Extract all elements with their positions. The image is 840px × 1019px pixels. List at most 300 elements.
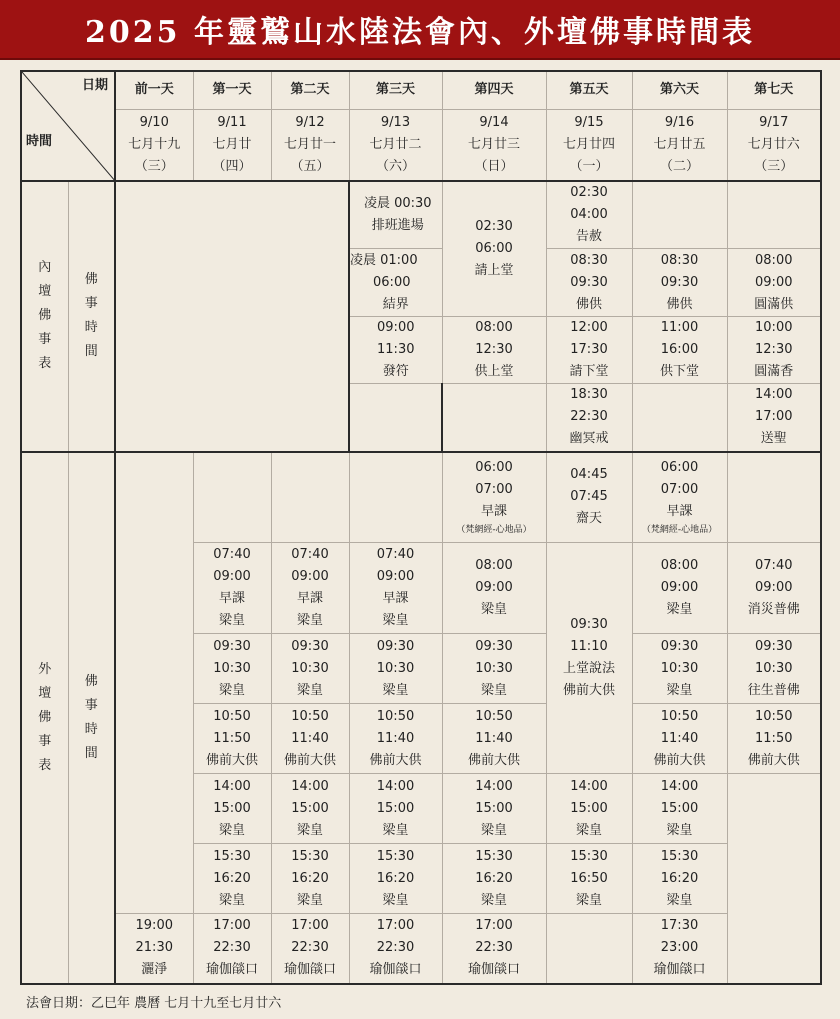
schedule-cell — [442, 452, 546, 543]
entry-line: 08:30 — [660, 252, 699, 268]
entry-line: 15:30 — [376, 848, 415, 864]
day-date: 9/17 — [759, 114, 789, 130]
entry-line: 15:30 — [660, 848, 699, 864]
entry-line: 11:50 — [755, 730, 793, 746]
entry-line: 12:30 — [755, 342, 793, 357]
schedule-cell — [442, 634, 546, 704]
entry-line: 09:30 — [755, 638, 793, 654]
schedule-cell — [546, 914, 632, 984]
entry-line: 16:50 — [570, 870, 608, 886]
schedule-cell — [546, 384, 632, 452]
schedule-cell — [727, 634, 821, 704]
day-weekday: （三） — [754, 158, 794, 174]
schedule-cell — [193, 543, 271, 634]
day-name-0: 前一天 — [115, 71, 193, 109]
entry-line: 佛供 — [666, 296, 693, 312]
entry-line: 早課 — [382, 591, 409, 606]
title-banner — [0, 0, 840, 60]
entry-line: 22:30 — [376, 940, 415, 956]
entry-line: 07:00 — [660, 482, 699, 498]
entry-line: 17:00 — [755, 409, 793, 425]
entry-line: 06:00 — [660, 460, 699, 476]
schedule-cell — [349, 317, 442, 384]
entry-line: 瑜伽燄口 — [369, 962, 422, 978]
entry-line: 早課 — [296, 591, 323, 606]
schedule-cell — [442, 914, 546, 984]
entry-line: 11:40 — [291, 730, 329, 746]
schedule-cell — [193, 844, 271, 914]
schedule-cell — [632, 181, 727, 249]
schedule-cell — [271, 634, 349, 704]
day-weekday: （四） — [212, 158, 252, 174]
entry-line: 17:00 — [213, 918, 251, 934]
entry-line: 09:00 — [475, 580, 513, 595]
entry-line: 08:00 — [475, 320, 513, 335]
day-weekday: （三） — [134, 158, 174, 174]
entry-line: 09:00 — [755, 274, 793, 290]
entry-line: 14:00 — [755, 387, 793, 403]
entry-line: 09:30 — [213, 638, 251, 654]
inner-section-sublabel — [68, 181, 115, 452]
day-name-1: 第一天 — [193, 71, 271, 109]
entry-line: 09:00 — [755, 580, 793, 595]
entry-line: 14:00 — [475, 778, 513, 794]
entry-line: 梁皇 — [296, 822, 323, 838]
entry-line: 06:00 — [373, 274, 411, 290]
entry-line: 15:00 — [213, 800, 251, 816]
entry-line: 22:30 — [213, 940, 251, 956]
entry-line: 09:30 — [291, 638, 329, 654]
schedule-cell — [349, 384, 442, 452]
entry-line: 梁皇 — [575, 892, 602, 908]
schedule-cell — [442, 774, 546, 844]
schedule-cell — [349, 181, 442, 249]
label-char: 壇 — [38, 685, 52, 701]
entry-line: 佛前大供 — [653, 752, 706, 768]
label-char: 壇 — [38, 284, 52, 300]
schedule-cell — [442, 384, 546, 452]
schedule-cell — [632, 704, 727, 774]
schedule-cell — [546, 452, 632, 543]
entry-line: 16:20 — [213, 870, 251, 886]
entry-line: 07:00 — [475, 482, 513, 498]
entry-line: 凌晨 01:00 — [350, 252, 418, 268]
day-lunar: 七月廿 — [212, 136, 252, 152]
outer-section-sublabel — [68, 452, 115, 984]
schedule-cell — [632, 452, 727, 543]
schedule-cell — [632, 914, 727, 984]
entry-line: 凌晨 00:30 — [363, 196, 432, 211]
entry-line: 17:30 — [660, 918, 699, 934]
entry-line: 上堂說法 — [562, 661, 615, 676]
entry-line: 12:30 — [475, 342, 513, 357]
entry-line: 梁皇 — [480, 682, 507, 698]
entry-line: 早課 — [666, 504, 693, 520]
entry-line: 09:00 — [291, 569, 329, 584]
label-char: 間 — [84, 344, 98, 360]
schedule-cell — [349, 634, 442, 704]
entry-line: 15:30 — [213, 848, 251, 864]
schedule-cell — [271, 914, 349, 984]
schedule-cell — [727, 317, 821, 384]
entry-line: 佛前大供 — [283, 752, 336, 768]
label-char: 內 — [38, 260, 52, 276]
entry-line: 梁皇 — [666, 682, 693, 698]
day-date: 9/13 — [380, 114, 411, 130]
entry-line: 15:00 — [376, 800, 415, 816]
entry-line: 09:30 — [376, 638, 415, 654]
entry-line: 15:00 — [570, 800, 608, 816]
day-weekday: （五） — [290, 158, 330, 174]
entry-line: 請上堂 — [474, 263, 514, 278]
day-name-4: 第四天 — [442, 71, 546, 109]
entry-line: 梁皇 — [666, 602, 693, 617]
day-lunar: 七月廿三 — [467, 136, 520, 152]
day-lunar: 七月廿四 — [562, 136, 615, 152]
schedule-cell — [727, 249, 821, 317]
entry-line: 梁皇 — [382, 613, 409, 628]
schedule-cell — [115, 452, 193, 914]
entry-line: 梁皇 — [382, 682, 409, 698]
day-date-cell-2 — [271, 109, 349, 181]
entry-line: 17:00 — [376, 918, 415, 934]
inner-section-label — [21, 181, 68, 452]
outer-section-label — [21, 452, 68, 984]
entry-line: 佛前大供 — [205, 752, 258, 768]
entry-line: 22:30 — [475, 940, 513, 956]
day-date-cell-0 — [115, 109, 193, 181]
entry-line: 18:30 — [570, 387, 608, 403]
schedule-cell — [546, 181, 632, 249]
entry-line: 09:00 — [213, 569, 251, 584]
entry-line: 08:30 — [570, 252, 608, 268]
entry-line: 早課 — [480, 504, 507, 520]
entry-line: 圓滿供 — [754, 296, 794, 312]
entry-line: 梁皇 — [218, 682, 245, 698]
entry-line: 08:00 — [660, 558, 699, 573]
entry-line: 梁皇 — [480, 822, 507, 838]
entry-line: 09:30 — [660, 274, 699, 290]
entry-line: 10:50 — [660, 708, 699, 724]
schedule-cell — [727, 704, 821, 774]
day-name-5: 第五天 — [546, 71, 632, 109]
entry-note: （梵網經-心地品） — [641, 525, 718, 536]
day-name-3: 第三天 — [349, 71, 442, 109]
schedule-cell — [271, 774, 349, 844]
schedule-cell — [271, 844, 349, 914]
entry-line: 15:00 — [660, 800, 699, 816]
schedule-cell — [727, 384, 821, 452]
entry-line: 23:00 — [660, 940, 699, 956]
day-date-cell-7 — [727, 109, 821, 181]
entry-line: 07:40 — [755, 558, 793, 573]
entry-line: 07:45 — [570, 489, 608, 505]
entry-line: 07:40 — [213, 547, 251, 562]
entry-line: 17:00 — [475, 918, 513, 934]
day-date-cell-3 — [349, 109, 442, 181]
entry-line: 11:10 — [570, 639, 608, 654]
entry-line: 早課 — [218, 591, 245, 606]
schedule-cell — [727, 543, 821, 634]
schedule-cell — [632, 774, 727, 844]
entry-line: 07:40 — [291, 547, 329, 562]
label-char: 表 — [38, 356, 52, 372]
entry-line: 10:50 — [213, 708, 251, 724]
day-date-cell-5 — [546, 109, 632, 181]
entry-line: 10:30 — [291, 660, 329, 676]
entry-line: 梁皇 — [480, 892, 507, 908]
entry-line: 送聖 — [760, 431, 787, 447]
entry-line: 09:00 — [660, 580, 699, 595]
entry-line: 梁皇 — [296, 682, 323, 698]
entry-line: 10:30 — [475, 660, 513, 676]
entry-line: 07:40 — [376, 547, 415, 562]
entry-line: 梁皇 — [296, 892, 323, 908]
entry-line: 灑淨 — [141, 962, 168, 978]
schedule-cell — [442, 704, 546, 774]
day-lunar: 七月廿六 — [747, 136, 800, 152]
entry-line: 14:00 — [291, 778, 329, 794]
entry-line: 告赦 — [575, 229, 602, 244]
entry-line: 10:50 — [475, 708, 513, 724]
label-char: 事 — [84, 296, 98, 312]
entry-line: 11:50 — [213, 730, 251, 746]
day-weekday: （二） — [659, 158, 699, 174]
schedule-cell — [193, 704, 271, 774]
schedule-cell — [442, 317, 546, 384]
day-date: 9/15 — [574, 114, 604, 130]
entry-line: 梁皇 — [218, 822, 245, 838]
day-lunar: 七月廿二 — [369, 136, 422, 152]
entry-line: 10:50 — [755, 708, 793, 724]
schedule-cell — [727, 452, 821, 543]
label-char: 事 — [38, 733, 52, 749]
schedule-cell — [546, 774, 632, 844]
label-char: 佛 — [38, 709, 52, 725]
label-char: 佛 — [38, 308, 52, 324]
entry-line: 10:50 — [376, 708, 415, 724]
entry-note: （梵網經-心地品） — [456, 525, 532, 536]
day-name-2: 第二天 — [271, 71, 349, 109]
schedule-cell — [442, 181, 546, 317]
day-date-cell-1 — [193, 109, 271, 181]
time-axis-label: 時間 — [26, 134, 53, 149]
entry-line: 11:40 — [660, 730, 699, 746]
entry-line: 結界 — [382, 296, 409, 312]
entry-line: 08:00 — [475, 558, 513, 573]
day-date: 9/12 — [295, 114, 325, 130]
label-char: 佛 — [84, 272, 98, 288]
entry-line: 15:00 — [475, 800, 513, 816]
schedule-cell — [727, 181, 821, 249]
day-date: 9/11 — [217, 114, 247, 130]
entry-line: 15:30 — [475, 848, 513, 864]
schedule-cell — [349, 249, 442, 317]
entry-line: 11:40 — [376, 730, 415, 746]
schedule-cell — [193, 634, 271, 704]
schedule-cell — [271, 543, 349, 634]
schedule-cell — [632, 384, 727, 452]
entry-line: 瑜伽燄口 — [283, 962, 336, 978]
entry-line: 10:30 — [376, 660, 415, 676]
entry-line: 瑜伽燄口 — [653, 962, 706, 978]
label-char: 事 — [84, 697, 98, 713]
schedule-cell — [727, 774, 821, 984]
entry-line: 22:30 — [291, 940, 329, 956]
day-weekday: （日） — [474, 158, 514, 174]
entry-line: 梁皇 — [382, 892, 409, 908]
entry-line: 22:30 — [570, 409, 608, 425]
entry-line: 10:30 — [660, 660, 699, 676]
day-weekday: （六） — [375, 158, 415, 174]
page-title: 2025 年靈鷲山水陸法會內、外壇佛事時間表 — [85, 15, 755, 50]
date-axis-label: 日期 — [81, 78, 108, 93]
entry-line: 11:40 — [475, 730, 513, 746]
entry-line: 19:00 — [135, 918, 173, 934]
entry-line: 佛前大供 — [467, 752, 520, 768]
entry-line: 02:30 — [570, 185, 608, 200]
entry-line: 17:00 — [291, 918, 329, 934]
entry-line: 15:00 — [291, 800, 329, 816]
entry-line: 10:50 — [291, 708, 329, 724]
entry-line: 15:30 — [291, 848, 329, 864]
schedule-cell — [442, 543, 546, 634]
schedule-cell — [632, 249, 727, 317]
entry-line: 16:20 — [475, 870, 513, 886]
header-corner-cell — [21, 71, 115, 181]
entry-line: 02:30 — [475, 219, 513, 234]
entry-line: 梁皇 — [382, 822, 409, 838]
entry-line: 04:00 — [570, 207, 608, 222]
entry-line: 幽冥戒 — [569, 431, 609, 447]
day-name-7: 第七天 — [727, 71, 821, 109]
entry-line: 10:30 — [213, 660, 251, 676]
entry-line: 15:30 — [570, 848, 608, 864]
day-lunar: 七月十九 — [128, 136, 181, 152]
entry-line: 梁皇 — [480, 602, 507, 617]
schedule-cell — [193, 914, 271, 984]
entry-line: 16:20 — [291, 870, 329, 886]
entry-line: 供上堂 — [474, 364, 514, 379]
entry-line: 06:00 — [475, 241, 513, 256]
entry-line: 16:00 — [660, 342, 699, 357]
entry-line: 14:00 — [376, 778, 415, 794]
schedule-cell — [546, 844, 632, 914]
entry-line: 10:00 — [755, 320, 793, 335]
label-char: 事 — [38, 332, 52, 348]
schedule-table — [20, 70, 822, 985]
entry-line: 佛供 — [575, 296, 602, 312]
day-date: 9/10 — [139, 114, 169, 130]
schedule-cell — [546, 249, 632, 317]
entry-line: 09:00 — [376, 569, 415, 584]
schedule-cell — [632, 317, 727, 384]
entry-line: 瑜伽燄口 — [205, 962, 258, 978]
entry-line: 梁皇 — [575, 822, 602, 838]
schedule-cell — [632, 844, 727, 914]
entry-line: 梁皇 — [666, 892, 693, 908]
label-char: 時 — [84, 721, 98, 737]
schedule-cell — [271, 704, 349, 774]
entry-line: 06:00 — [475, 460, 513, 476]
entry-line: 梁皇 — [218, 613, 245, 628]
entry-line: 08:00 — [755, 252, 793, 268]
entry-line: 請下堂 — [569, 364, 609, 379]
entry-line: 瑜伽燄口 — [467, 962, 520, 978]
entry-line: 09:30 — [570, 274, 608, 290]
schedule-cell — [546, 543, 632, 774]
day-lunar: 七月廿五 — [653, 136, 706, 152]
entry-line: 04:45 — [570, 467, 608, 483]
entry-line: 梁皇 — [218, 892, 245, 908]
schedule-cell — [349, 914, 442, 984]
entry-line: 16:20 — [660, 870, 699, 886]
entry-line: 佛前大供 — [369, 752, 422, 768]
day-name-6: 第六天 — [632, 71, 727, 109]
entry-line: 圓滿香 — [754, 364, 794, 379]
entry-line: 佛前大供 — [747, 752, 800, 768]
label-char: 時 — [84, 320, 98, 336]
entry-line: 21:30 — [135, 940, 173, 956]
entry-line: 11:30 — [377, 342, 415, 357]
inner-empty-block — [115, 181, 349, 452]
day-date-cell-6 — [632, 109, 727, 181]
entry-line: 梁皇 — [296, 613, 323, 628]
day-lunar: 七月廿一 — [283, 136, 336, 152]
entry-line: 16:20 — [376, 870, 415, 886]
entry-line: 09:30 — [570, 617, 608, 632]
entry-line: 11:00 — [660, 320, 699, 335]
day-date: 9/16 — [664, 114, 695, 130]
label-char: 表 — [38, 757, 52, 773]
entry-line: 往生普佛 — [747, 682, 800, 698]
schedule-cell — [271, 452, 349, 543]
schedule-cell — [442, 844, 546, 914]
entry-line: 09:30 — [475, 638, 513, 654]
entry-line: 排班進場 — [371, 218, 424, 233]
label-char: 外 — [38, 661, 52, 677]
entry-line: 09:30 — [660, 638, 699, 654]
schedule-cell — [193, 452, 271, 543]
entry-line: 17:30 — [570, 342, 608, 357]
label-char: 佛 — [84, 673, 98, 689]
day-weekday: （一） — [569, 158, 609, 174]
entry-line: 14:00 — [570, 778, 608, 794]
schedule-cell — [632, 543, 727, 634]
day-date-cell-4 — [442, 109, 546, 181]
schedule-cell — [632, 634, 727, 704]
entry-line: 梁皇 — [666, 822, 693, 838]
entry-line: 09:00 — [377, 320, 415, 335]
footer-note: 法會日期：乙巳年 農曆 七月十九至七月廿六 — [26, 996, 282, 1011]
schedule-cell — [349, 704, 442, 774]
schedule-cell — [349, 774, 442, 844]
label-char: 間 — [84, 745, 98, 761]
entry-line: 發符 — [382, 364, 409, 379]
schedule-cell — [115, 914, 193, 984]
entry-line: 12:00 — [570, 320, 608, 335]
entry-line: 14:00 — [660, 778, 699, 794]
entry-line: 佛前大供 — [562, 683, 615, 698]
entry-line: 消災普佛 — [747, 602, 800, 617]
schedule-cell — [193, 774, 271, 844]
schedule-cell — [349, 543, 442, 634]
day-date: 9/14 — [479, 114, 509, 130]
entry-line: 14:00 — [213, 778, 251, 794]
entry-line: 供下堂 — [659, 364, 699, 379]
schedule-cell — [546, 317, 632, 384]
schedule-cell — [349, 452, 442, 543]
